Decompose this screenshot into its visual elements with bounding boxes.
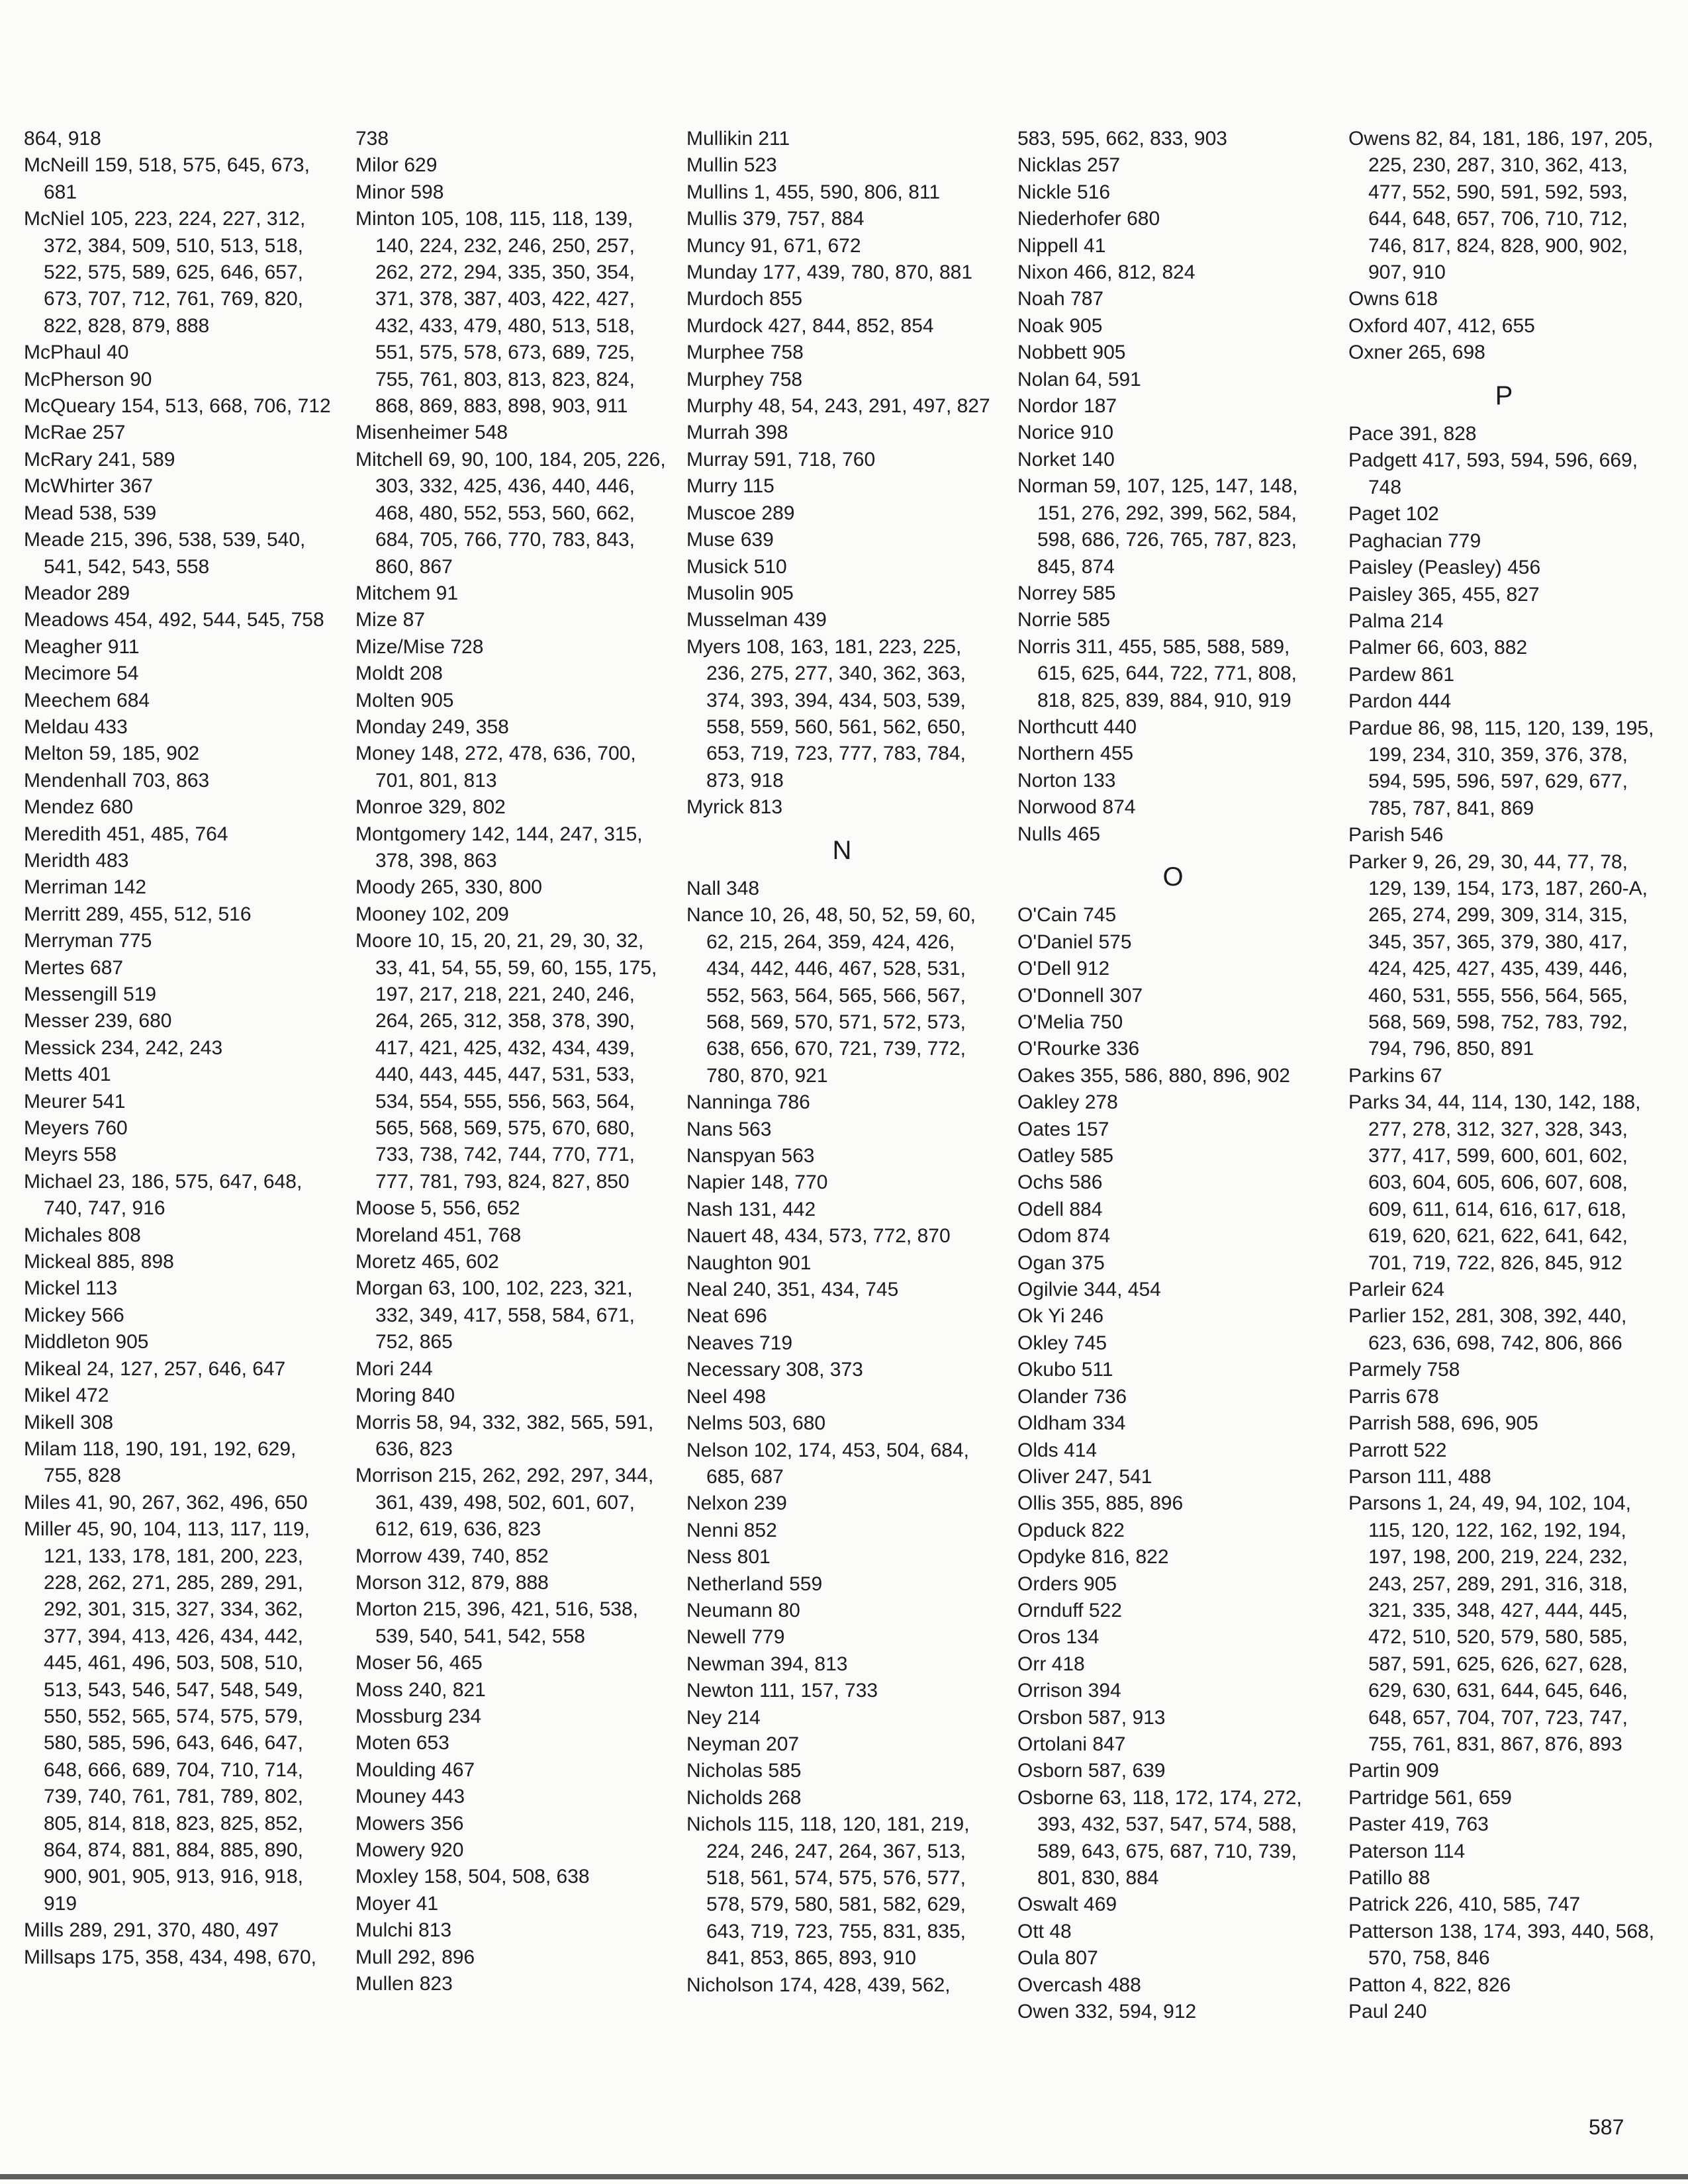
index-entry: Mickeal 885, 898: [24, 1251, 174, 1273]
index-entry: Partridge 561, 659: [1348, 1786, 1512, 1809]
index-entry: Paul 240: [1348, 2001, 1427, 2023]
index-entry: Newell 779: [686, 1626, 785, 1649]
index-entry: Molten 905: [355, 689, 454, 711]
index-entry: Oula 807: [1017, 1947, 1098, 1970]
index-entry: Michales 808: [24, 1224, 141, 1246]
index-entry: Parmely 758: [1348, 1359, 1460, 1381]
index-entry: Mull 292, 896: [355, 1946, 475, 1968]
index-entry: Mouney 443: [355, 1786, 465, 1808]
index-entry: Moten 653: [355, 1732, 449, 1754]
index-entry: Padgett 417, 593, 594, 596, 669, 748: [1348, 449, 1638, 498]
index-entry: Orr 418: [1017, 1653, 1085, 1675]
index-entry: Norrey 585: [1017, 582, 1116, 604]
index-entry: Paghacian 779: [1348, 529, 1481, 552]
index-entry: Muncy 91, 671, 672: [686, 234, 861, 257]
index-entry: Opduck 822: [1017, 1519, 1125, 1541]
index-entry: Murphee 758: [686, 341, 804, 364]
index-entry: Meurer 541: [24, 1090, 126, 1113]
index-entry: Monroe 329, 802: [355, 796, 506, 819]
section-letter-heading: P: [1495, 381, 1513, 410]
index-entry: Morrison 215, 262, 292, 297, 344, 361, 439, 498, 502, 601, 607, 612, 619, 636, 823: [355, 1465, 654, 1541]
index-entry: Necessary 308, 373: [686, 1359, 863, 1381]
index-entry: Michael 23, 186, 575, 647, 648, 740, 747, 916: [24, 1170, 303, 1220]
index-entry: Montgomery 142, 144, 247, 315, 378, 398, 863: [355, 823, 643, 872]
index-entry: McWhirter 367: [24, 475, 154, 498]
index-entry: Nobbett 905: [1017, 341, 1126, 364]
index-column-3: [686, 126, 998, 1999]
index-entry: Mooney 102, 209: [355, 903, 509, 925]
section-letter-heading: O: [1162, 862, 1184, 891]
index-entry: McPherson 90: [24, 368, 152, 390]
index-entry: Ochs 586: [1017, 1171, 1103, 1194]
page-number: 587: [1589, 2115, 1624, 2139]
index-entry: Neat 696: [686, 1305, 767, 1328]
index-entry: Murdock 427, 844, 852, 854: [686, 314, 934, 337]
index-entry: O'Melia 750: [1017, 1011, 1123, 1033]
index-entry: Mullikin 211: [686, 128, 790, 150]
index-entry: Parkins 67: [1348, 1064, 1442, 1087]
index-entry: Oxner 265, 698: [1348, 341, 1485, 364]
index-entry: Nicklas 257: [1017, 154, 1121, 177]
index-entry: Nulls 465: [1017, 823, 1101, 845]
index-entry: Odom 874: [1017, 1225, 1111, 1248]
index-entry: Oates 157: [1017, 1118, 1109, 1140]
index-entry: Moxley 158, 504, 508, 638: [355, 1866, 590, 1888]
index-entry: O'Cain 745: [1017, 904, 1117, 927]
index-entry: Mendez 680: [24, 796, 134, 819]
index-entry: Miles 41, 90, 267, 362, 496, 650: [24, 1491, 308, 1514]
index-entry: Pardue 86, 98, 115, 120, 139, 195, 199, 234, 310, 359, 376, 378, 594, 595, 596, 597, 629, 677, 785, 787, 841, 869: [1348, 717, 1654, 819]
index-entry: Mize/Mise 728: [355, 635, 484, 658]
index-entry: Nippell 41: [1017, 234, 1106, 257]
index-entry: Newton 111, 157, 733: [686, 1680, 878, 1702]
index-entry: Mills 289, 291, 370, 480, 497: [24, 1919, 279, 1942]
index-entry: Meade 215, 396, 538, 539, 540, 541, 542, 543, 558: [24, 529, 306, 578]
index-entry: Paterson 114: [1348, 1840, 1466, 1862]
index-entry: Meredith 451, 485, 764: [24, 823, 228, 845]
index-entry: Muscoe 289: [686, 502, 795, 524]
index-entry: Muse 639: [686, 529, 774, 551]
index-entry: Nance 10, 26, 48, 50, 52, 59, 60, 62, 215, 264, 359, 424, 426, 434, 442, 446, 467, 528, 531, 552, 563, 564, 565, 566, 567, 568, 569, 570, 571, 572, 573, 638, 656, 670, 721, 739, 772, 780, 870, 921: [686, 904, 976, 1087]
index-entry: Murphy 48, 54, 243, 291, 497, 827: [686, 395, 990, 418]
index-entry: Meadows 454, 492, 544, 545, 758: [24, 609, 324, 631]
index-entry: Parish 546: [1348, 824, 1444, 846]
index-entry: Messick 234, 242, 243: [24, 1036, 223, 1059]
index-column-2: [355, 126, 667, 1997]
index-entry: Patillo 88: [1348, 1867, 1430, 1889]
index-entry: Paster 419, 763: [1348, 1813, 1489, 1836]
index-entry: Neumann 80: [686, 1599, 800, 1621]
index-entry: Opdyke 816, 822: [1017, 1546, 1169, 1569]
index-entry: Morson 312, 879, 888: [355, 1571, 549, 1594]
index-entry: Minor 598: [355, 181, 444, 203]
index-entry: Morgan 63, 100, 102, 223, 321, 332, 349, 417, 558, 584, 671, 752, 865: [355, 1277, 635, 1353]
section-letter-heading: N: [832, 835, 852, 865]
index-entry: Oxford 407, 412, 655: [1348, 314, 1535, 337]
index-entry: Nichols 115, 118, 120, 181, 219, 224, 246, 247, 264, 367, 513, 518, 561, 574, 575, 576, 577, 578, 579, 580, 581, 582, 629, 643, 719, 723, 755, 831, 835, 841, 853, 865, 893, 910: [686, 1813, 970, 1970]
index-entry: Mullen 823: [355, 1973, 453, 1995]
index-entry: Niederhofer 680: [1017, 208, 1160, 230]
index-entry: Neaves 719: [686, 1332, 793, 1354]
index-entry: Parrott 522: [1348, 1439, 1447, 1461]
bottom-rule: [0, 2174, 1688, 2179]
index-column-1: [24, 126, 335, 1971]
index-entry: Mitchell 69, 90, 100, 184, 205, 226, 303, 332, 425, 436, 440, 446, 468, 480, 552, 553, 560, 662, 684, 705, 766, 770, 783, 843, 860, 867: [355, 448, 666, 578]
index-entry: Parker 9, 26, 29, 30, 44, 77, 78, 129, 139, 154, 173, 187, 260-A, 265, 274, 299, 309, 314, 315, 345, 357, 365, 379, 380, 417, 424, 425, 427, 435, 439, 446, 460, 531, 555, 556, 564, 565, 568, 569, 598, 752, 783, 792, 794, 796, 850, 891: [1348, 850, 1648, 1060]
index-entry: Pardon 444: [1348, 690, 1452, 713]
index-entry: Nordor 187: [1017, 395, 1117, 418]
index-entry: Nall 348: [686, 877, 760, 899]
index-entry: Money 148, 272, 478, 636, 700, 701, 801, 813: [355, 743, 636, 792]
index-entry: Oliver 247, 541: [1017, 1465, 1152, 1488]
index-entry: Oakes 355, 586, 880, 896, 902: [1017, 1064, 1290, 1087]
index-entry: Nicholas 585: [686, 1760, 802, 1782]
index-entry: Ney 214: [686, 1706, 761, 1729]
index-entry: Patterson 138, 174, 393, 440, 568, 570, 758, 846: [1348, 1920, 1655, 1970]
index-entry: Nauert 48, 434, 573, 772, 870: [686, 1225, 951, 1248]
index-entry: Ok Yi 246: [1017, 1305, 1104, 1328]
index-entry: Mossburg 234: [355, 1705, 482, 1727]
index-entry: Meagher 911: [24, 635, 140, 658]
index-entry: Norris 311, 455, 585, 588, 589, 615, 625, 644, 722, 771, 808, 818, 825, 839, 884, 910, 919: [1017, 635, 1297, 711]
index-entry: Norrie 585: [1017, 609, 1111, 631]
index-entry: Mori 244: [355, 1357, 433, 1380]
index-entry: Parris 678: [1348, 1385, 1439, 1408]
index-entry: Netherland 559: [686, 1572, 823, 1595]
index-entry: Okubo 511: [1017, 1359, 1113, 1381]
index-entry: Oldham 334: [1017, 1412, 1126, 1435]
index-entry: Moody 265, 330, 800: [355, 876, 542, 899]
index-entry: Meyers 760: [24, 1117, 128, 1140]
index-entry: Ortolani 847: [1017, 1733, 1126, 1755]
index-entry: Messer 239, 680: [24, 1010, 172, 1032]
index-entry: O'Rourke 336: [1017, 1038, 1140, 1060]
index-entry: Nash 131, 442: [686, 1198, 816, 1220]
index-entry: Parrish 588, 696, 905: [1348, 1412, 1538, 1435]
index-entry: Ogan 375: [1017, 1251, 1105, 1274]
index-entry: Moyer 41: [355, 1892, 439, 1915]
index-entry: Parsons 1, 24, 49, 94, 102, 104, 115, 120, 122, 162, 192, 194, 197, 198, 200, 219, 224, 232, 243, 257, 289, 291, 316, 318, 321, 335, 348, 427, 444, 445, 472, 510, 520, 579, 580, 585, 587, 591, 625, 626, 627, 628, 629, 630, 631, 644, 645, 646, 648, 657, 704, 707, 723, 747, 755, 761, 831, 867, 876, 893: [1348, 1492, 1631, 1755]
index-entry: Orsbon 587, 913: [1017, 1706, 1166, 1729]
index-entry: Oatley 585: [1017, 1145, 1114, 1167]
index-entry: Metts 401: [24, 1064, 111, 1086]
index-entry: Middleton 905: [24, 1331, 149, 1353]
index-entry: McNeill 159, 518, 575, 645, 673, 681: [24, 154, 310, 203]
index-entry: Minton 105, 108, 115, 118, 139, 140, 224, 232, 246, 250, 257, 262, 272, 294, 335, 350, 354, 371, 378, 387, 403, 422, 427, 432, 433, 479, 480, 513, 518, 551, 575, 578, 673, 689, 725, 755, 761, 803, 813, 823, 824, 868, 869, 883, 898, 903, 911: [355, 208, 635, 418]
index-entry: Okley 745: [1017, 1332, 1107, 1354]
index-entry: Meechem 684: [24, 689, 150, 711]
index-entry: Orrison 394: [1017, 1680, 1121, 1702]
index-entry: Messengill 519: [24, 983, 157, 1005]
index-entry: Owns 618: [1348, 288, 1438, 310]
index-entry: Parson 111, 488: [1348, 1465, 1491, 1488]
index-entry: Mullin 523: [686, 154, 777, 177]
index-entry: Owen 332, 594, 912: [1017, 2001, 1197, 2023]
index-entry: Mowery 920: [355, 1839, 464, 1861]
index-entry: Mullis 379, 757, 884: [686, 208, 865, 230]
index-entry: Melton 59, 185, 902: [24, 743, 200, 765]
index-entry: Nickle 516: [1017, 181, 1111, 203]
index-entry: Millsaps 175, 358, 434, 498, 670,: [24, 1946, 316, 1968]
index-entry: Moser 56, 465: [355, 1652, 483, 1674]
index-entry: Musick 510: [686, 555, 787, 578]
index-entry: Mulchi 813: [355, 1919, 452, 1942]
index-entry: Parleir 624: [1348, 1279, 1445, 1301]
index-entry: Mikeal 24, 127, 257, 646, 647: [24, 1357, 286, 1380]
index-entry: Odell 884: [1017, 1198, 1103, 1220]
index-entry: Merriman 142: [24, 876, 147, 899]
index-entry: Nelxon 239: [686, 1492, 787, 1515]
index-entry: Nans 563: [686, 1118, 772, 1140]
index-entry: O'Daniel 575: [1017, 931, 1132, 953]
index-entry: Morris 58, 94, 332, 382, 565, 591, 636, 823: [355, 1411, 654, 1460]
index-entry: Moose 5, 556, 652: [355, 1197, 520, 1220]
index-entry: Palma 214: [1348, 610, 1444, 632]
index-entry: Mickey 566: [24, 1304, 124, 1326]
index-entry: Osborne 63, 118, 172, 174, 272, 393, 432, 537, 547, 574, 588, 589, 643, 675, 687, 710, 739, 801, 830, 884: [1017, 1786, 1302, 1889]
index-entry: Murray 591, 718, 760: [686, 448, 876, 471]
index-entry: Mowers 356: [355, 1812, 464, 1835]
index-entry: Mullins 1, 455, 590, 806, 811: [686, 181, 941, 203]
index-entry: Neyman 207: [686, 1733, 800, 1755]
index-entry: Olander 736: [1017, 1385, 1127, 1408]
index-entry: Moore 10, 15, 20, 21, 29, 30, 32, 33, 41, 54, 55, 59, 60, 155, 175, 197, 217, 218, 221, 240, 246, 264, 265, 312, 358, 378, 390, 417, 421, 425, 432, 434, 439, 440, 443, 445, 447, 531, 533, 534, 554, 555, 556, 563, 564, 565, 568, 569, 575, 670, 680, 733, 738, 742, 744, 770, 771, 777, 781, 793, 824, 827, 850: [355, 930, 657, 1193]
index-entry: Overcash 488: [1017, 1974, 1141, 1996]
index-entry: Monday 249, 358: [355, 715, 509, 738]
index-entry: Myrick 813: [686, 796, 783, 819]
index-entry: McRae 257: [24, 422, 126, 444]
index-entry: Ogilvie 344, 454: [1017, 1279, 1161, 1301]
index-entry: Palmer 66, 603, 882: [1348, 637, 1528, 659]
index-entry: Partin 909: [1348, 1760, 1439, 1782]
index-entry: Olds 414: [1017, 1439, 1098, 1461]
index-entry: Noah 787: [1017, 288, 1104, 310]
index-entry: Napier 148, 770: [686, 1171, 828, 1194]
index-entry: Naughton 901: [686, 1251, 812, 1274]
index-entry: Musselman 439: [686, 609, 827, 631]
index-entry: Patton 4, 822, 826: [1348, 1974, 1511, 1996]
index-entry: Pardew 861: [1348, 663, 1455, 686]
index-entry: Morton 215, 396, 421, 516, 538, 539, 540, 541, 542, 558: [355, 1598, 638, 1647]
index-entry: Meyrs 558: [24, 1144, 117, 1166]
index-entry: Neal 240, 351, 434, 745: [686, 1279, 899, 1301]
index-entry: Northern 455: [1017, 743, 1134, 765]
index-entry: Nolan 64, 591: [1017, 368, 1141, 390]
index-entry: O'Dell 912: [1017, 958, 1110, 980]
index-entry: Mendenhall 703, 863: [24, 769, 210, 792]
index-entry: Paisley 365, 455, 827: [1348, 583, 1540, 606]
index-entry: Nenni 852: [686, 1519, 777, 1541]
index-entry: Norket 140: [1017, 448, 1115, 471]
index-entry: Neel 498: [686, 1385, 767, 1408]
index-entry: Osborn 587, 639: [1017, 1760, 1166, 1782]
index-entry: Milor 629: [355, 154, 438, 177]
index-entry: Northcutt 440: [1017, 715, 1137, 738]
index-entry: O'Donnell 307: [1017, 984, 1143, 1007]
index-entry: Milam 118, 190, 191, 192, 629, 755, 828: [24, 1437, 297, 1487]
index-entry: Oros 134: [1017, 1626, 1100, 1649]
index-entry: Norman 59, 107, 125, 147, 148, 151, 276, 292, 399, 562, 584, 598, 686, 726, 765, 787, 823, 845, 874: [1017, 475, 1298, 578]
index-entry: Patrick 226, 410, 585, 747: [1348, 1893, 1581, 1916]
index-entry: Myers 108, 163, 181, 223, 225, 236, 275, 277, 340, 362, 363, 374, 393, 394, 434, 503, 539, 558, 559, 560, 561, 562, 650, 653, 719, 723, 777, 783, 784, 873, 918: [686, 635, 966, 792]
index-entry: Norwood 874: [1017, 796, 1136, 819]
index-entry: Misenheimer 548: [355, 422, 508, 444]
index-entry: Parlier 152, 281, 308, 392, 440, 623, 636, 698, 742, 806, 866: [1348, 1305, 1627, 1354]
index-entry: Pace 391, 828: [1348, 423, 1477, 445]
index-entry: Orders 905: [1017, 1572, 1117, 1595]
index-entry: 738: [355, 128, 389, 150]
index-entry: Mickel 113: [24, 1277, 118, 1300]
index-entry: Mecimore 54: [24, 662, 139, 685]
index-entry: Mertes 687: [24, 956, 124, 979]
index-entry: Noak 905: [1017, 314, 1103, 337]
index-entry: Moldt 208: [355, 662, 443, 685]
index-entry: Morrow 439, 740, 852: [355, 1545, 549, 1567]
index-entry: Moreland 451, 768: [355, 1224, 522, 1246]
index-entry: Munday 177, 439, 780, 870, 881: [686, 261, 973, 284]
index-entry: Merritt 289, 455, 512, 516: [24, 903, 252, 925]
index-entry: Oswalt 469: [1017, 1893, 1117, 1916]
index-entry: Murry 115: [686, 475, 774, 498]
index-entry: Mikel 472: [24, 1385, 109, 1407]
index-entry: Norton 133: [1017, 769, 1116, 792]
index-entry: Moretz 465, 602: [355, 1251, 499, 1273]
index-entry: Norice 910: [1017, 422, 1114, 444]
index-entry: Mead 538, 539: [24, 502, 157, 524]
index-entry: Moss 240, 821: [355, 1678, 486, 1701]
index-entry: Ness 801: [686, 1546, 771, 1569]
index-entry: Owens 82, 84, 181, 186, 197, 205, 225, 230, 287, 310, 362, 413, 477, 552, 590, 591, 592, 593, 644, 648, 657, 706, 710, 712, 746, 817, 824, 828, 900, 902, 907, 910: [1348, 128, 1654, 284]
index-entry: Nelms 503, 680: [686, 1412, 826, 1435]
index-entry: Ollis 355, 885, 896: [1017, 1492, 1184, 1515]
index-entry: Nelson 102, 174, 453, 504, 684, 685, 687: [686, 1439, 970, 1488]
index-entry: Ornduff 522: [1017, 1599, 1122, 1621]
index-entry: Nixon 466, 812, 824: [1017, 261, 1196, 284]
index-entry: Murdoch 855: [686, 288, 803, 310]
index-entry: Mitchem 91: [355, 582, 459, 604]
index-entry: Meldau 433: [24, 715, 128, 738]
index-column-4: [1017, 126, 1329, 2025]
index-entry: 864, 918: [24, 128, 101, 150]
index-entry: McPhaul 40: [24, 341, 129, 364]
index-entry: Ott 48: [1017, 1920, 1072, 1942]
index-entry: Murphey 758: [686, 368, 803, 390]
index-entry: Miller 45, 90, 104, 113, 117, 119, 121, 133, 178, 181, 200, 223, 228, 262, 271, 285, 289, 291, 292, 301, 315, 327, 334, 362, 377, 394, 413, 426, 434, 442, 445, 461, 496, 503, 508, 510, 513, 543, 546, 547, 548, 549, 550, 552, 565, 574, 575, 579, 580, 585, 596, 643, 646, 647, 648, 666, 689, 704, 710, 714, 739, 740, 761, 781, 789, 802, 805, 814, 818, 823, 825, 852, 864, 874, 881, 884, 885, 890, 900, 901, 905, 913, 916, 918, 919: [24, 1518, 310, 1915]
index-entry: Oakley 278: [1017, 1091, 1118, 1114]
index-entry: Moulding 467: [355, 1758, 475, 1781]
index-entry: Nicholson 174, 428, 439, 562,: [686, 1974, 951, 1996]
index-entry: Paget 102: [1348, 503, 1439, 525]
index-entry: Musolin 905: [686, 582, 794, 604]
index-entry: McRary 241, 589: [24, 448, 175, 471]
index-entry: Parks 34, 44, 114, 130, 142, 188, 277, 278, 312, 327, 328, 343, 377, 417, 599, 600, 601, 602, 603, 604, 605, 606, 607, 608, 609, 611, 614, 616, 617, 618, 619, 620, 621, 622, 641, 642, 701, 719, 722, 826, 845, 912: [1348, 1091, 1641, 1274]
index-entry: McQueary 154, 513, 668, 706, 712: [24, 395, 331, 418]
index-entry: Nanspyan 563: [686, 1145, 815, 1167]
index-entry: Murrah 398: [686, 422, 788, 444]
index-entry: Mikell 308: [24, 1411, 114, 1433]
index-column-5: [1348, 126, 1660, 2025]
index-entry: Mize 87: [355, 609, 426, 631]
index-entry: Paisley (Peasley) 456: [1348, 557, 1541, 579]
index-entry: Merryman 775: [24, 930, 152, 952]
index-entry: 583, 595, 662, 833, 903: [1017, 128, 1227, 150]
index-entry: Meridth 483: [24, 849, 129, 872]
index-entry: Nanninga 786: [686, 1091, 810, 1114]
index-entry: McNiel 105, 223, 224, 227, 312, 372, 384, 509, 510, 513, 518, 522, 575, 589, 625, 646, 657, 673, 707, 712, 761, 769, 820, 822, 828, 879, 888: [24, 208, 306, 337]
index-entry: Meador 289: [24, 582, 130, 604]
index-entry: Moring 840: [355, 1385, 455, 1407]
index-entry: Nicholds 268: [686, 1786, 802, 1809]
index-entry: Newman 394, 813: [686, 1653, 848, 1675]
